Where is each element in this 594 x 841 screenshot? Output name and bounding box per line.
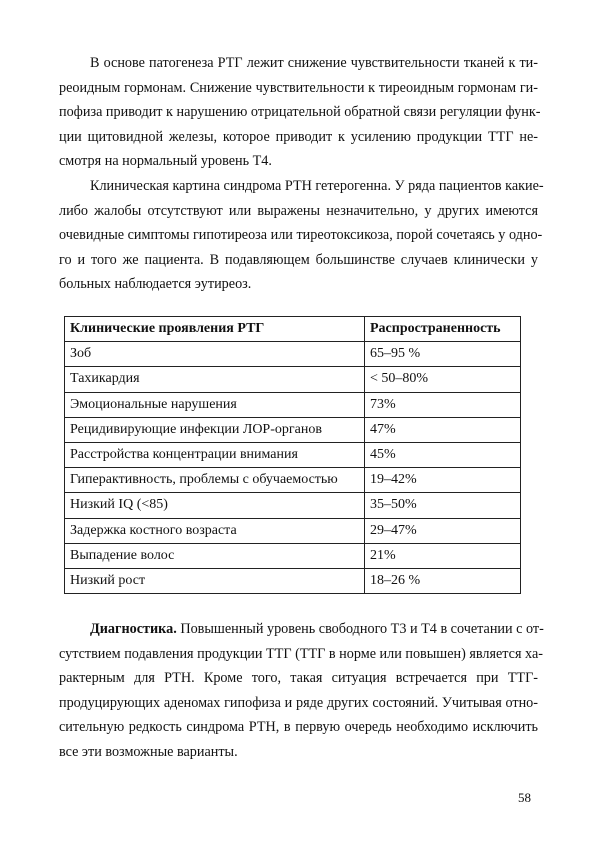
diagnostics-heading: Диагностика. xyxy=(90,621,177,637)
prevalence-cell: 29–47% xyxy=(365,518,521,543)
page-number: 58 xyxy=(518,790,531,805)
prevalence-cell: 65–95 % xyxy=(365,342,521,367)
prevalence-cell: 35–50% xyxy=(365,493,521,518)
manifestation-cell: Выпадение волос xyxy=(65,543,365,568)
text-line: очевидные симптомы гипотиреоза или тиреотоксикоза, порой сочетаясь у одно- xyxy=(59,227,543,244)
prevalence-cell: 21% xyxy=(365,543,521,568)
text-line xyxy=(59,617,544,642)
table-row xyxy=(65,342,521,367)
text-line: рактерным для РТН. Кроме того, такая ситуация встречается при ТТГ- xyxy=(59,670,538,687)
table-row xyxy=(65,493,521,518)
prevalence-cell: 19–42% xyxy=(365,468,521,493)
paragraph-clinical-picture xyxy=(59,174,544,297)
paragraph-diagnostics xyxy=(59,617,544,765)
text-line: продуцирующих аденомах гипофиза и ряде других состояний. Учитывая отно- xyxy=(59,694,538,711)
manifestation-cell: Рецидивирующие инфекции ЛОР-органов xyxy=(65,417,365,442)
table-row xyxy=(65,442,521,467)
column-header-prevalence: Распространенность xyxy=(365,317,521,342)
table-row xyxy=(65,568,521,593)
prevalence-cell: 45% xyxy=(365,442,521,467)
manifestation-cell: Низкий рост xyxy=(65,568,365,593)
paragraph-pathogenesis xyxy=(59,51,541,174)
manifestation-cell: Зоб xyxy=(65,342,365,367)
text-line: сутствием подавления продукции ТТГ (ТТГ в норме или повышен) является ха- xyxy=(59,645,543,662)
table-row xyxy=(65,367,521,392)
manifestation-cell: Низкий IQ (<85) xyxy=(65,493,365,518)
text-line: реоидным гормонам. Снижение чувствительности к тиреоидным гормонам ги- xyxy=(59,79,538,96)
prevalence-cell: 18–26 % xyxy=(365,568,521,593)
text-line: смотря на нормальный уровень Т4. xyxy=(59,153,272,170)
text-line: больных наблюдается эутиреоз. xyxy=(59,276,252,293)
table-row xyxy=(65,543,521,568)
text-line: ции щитовидной железы, которое приводит к усилению продукции ТТГ не- xyxy=(59,128,538,145)
prevalence-cell: 47% xyxy=(365,417,521,442)
prevalence-cell: < 50–80% xyxy=(365,367,521,392)
table-row xyxy=(65,468,521,493)
table-header-row xyxy=(65,317,521,342)
clinical-manifestations-table xyxy=(64,316,521,594)
manifestation-cell: Эмоциональные нарушения xyxy=(65,392,365,417)
text-line: Клиническая картина синдрома РТН гетерогенна. У ряда пациентов какие- xyxy=(90,178,544,194)
text-line: го и того же пациента. В подавляющем большинстве случаев клинически у xyxy=(59,251,538,268)
table-row xyxy=(65,392,521,417)
column-header-manifestation: Клинические проявления РТГ xyxy=(65,317,365,342)
manifestation-cell: Тахикардия xyxy=(65,367,365,392)
table-row xyxy=(65,417,521,442)
text-line: все эти возможные варианты. xyxy=(59,743,238,760)
text-line: В основе патогенеза РТГ лежит снижение чувствительности тканей к ти- xyxy=(90,55,538,71)
text-line: сительную редкость синдрома РТН, в первую очередь необходимо исключить xyxy=(59,719,538,736)
manifestation-cell: Расстройства концентрации внимания xyxy=(65,442,365,467)
table-row xyxy=(65,518,521,543)
prevalence-cell: 73% xyxy=(365,392,521,417)
text-line: пофиза приводит к нарушению отрицательной обратной связи регуляции функ- xyxy=(59,104,541,121)
text-span: Повышенный уровень свободного Т3 и Т4 в сочетании с от- xyxy=(176,621,544,637)
manifestation-cell: Гиперактивность, проблемы с обучаемостью xyxy=(65,468,365,493)
manifestation-cell: Задержка костного возраста xyxy=(65,518,365,543)
text-line: либо жалобы отсутствуют или выражены незначительно, у других имеются xyxy=(59,202,538,219)
